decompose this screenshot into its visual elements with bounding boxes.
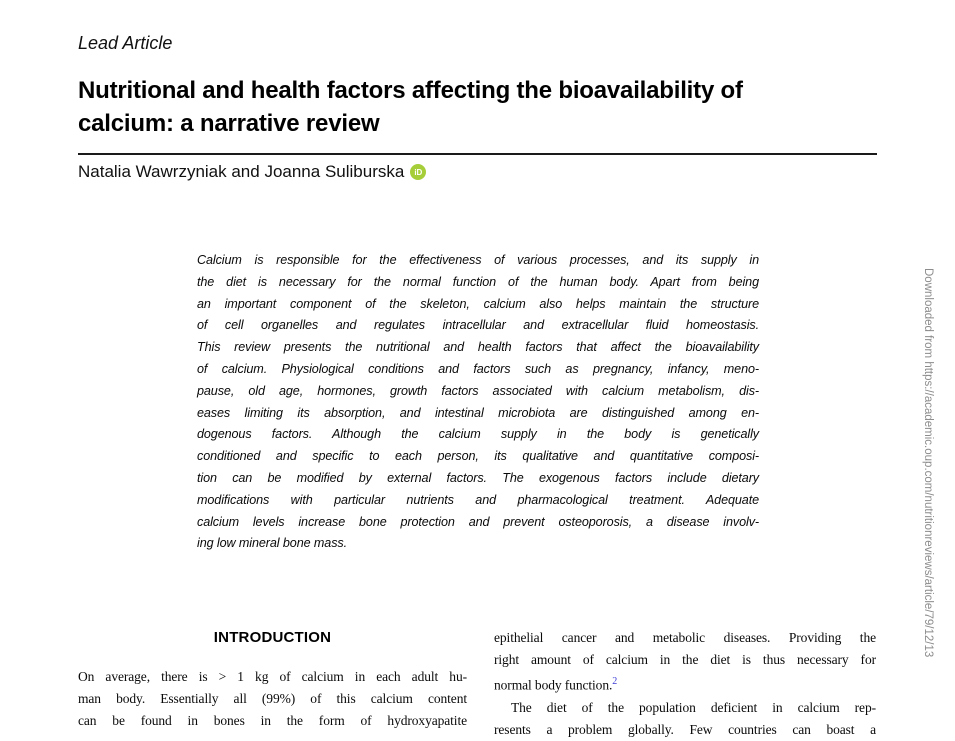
article-title: Nutritional and health factors affecting the bioavailability of calcium: a narrative review	[78, 77, 743, 137]
author-names: Natalia Wawrzyniak and Joanna Suliburska	[78, 162, 405, 181]
abstract-text: Calcium is responsible for the effectiveness of various processes, and its supply in the diet is necessary for the normal function of the human body. Apart from being an important component of the skeleton, calcium also helps maintain the structure of cell organelles and regulates intracellular and extracellular fluid homeostasis. This review presents the nutritional and health factors that affect the bioavailability of calcium. Physiological conditions and factors such as pregnancy, infancy, meno- pause, old age, hormones, growth factors associated with calcium metabolism, dis- eases limiting its absorption, and intestinal microbiota are distinguished among en- dogenous factors. Although the calcium supply in the body is genetically conditioned and specific to each person, its qualitative and quantitative composi- tion can be modified by external factors. The exogenous factors include dietary modifications with particular nutrients and pharmacological treatment. Adequate calcium levels increase bone protection and prevent osteoporosis, a disease involv- ing low mineral bone mass.	[197, 253, 759, 551]
right-column	[494, 627, 876, 741]
orcid-icon[interactable]: iD	[410, 164, 426, 180]
body-text: normal body function.	[494, 677, 613, 693]
body-paragraph: The diet of the population deficient in calcium rep- resents a problem globally. Few countries can boast a	[494, 699, 876, 737]
left-column	[78, 627, 467, 732]
article-type-kicker: Lead Article	[78, 33, 173, 53]
download-watermark: Downloaded from https://academic.oup.com/nutritionreviews/article/79/12/13	[922, 268, 934, 658]
body-paragraph-lastline	[494, 671, 876, 697]
reference-link-2[interactable]: 2	[612, 676, 618, 687]
introduction-heading: INTRODUCTION	[213, 629, 332, 646]
authors-row	[78, 162, 426, 182]
body-paragraph: epithelial cancer and metabolic diseases. Providing the right amount of calcium in the diet is thus necessary for	[494, 630, 876, 667]
body-paragraph: On average, there is > 1 kg of calcium in each adult hu- man body. Essentially all (99%) of this calcium content can be found in bones in the form of hydroxyapatite	[78, 669, 467, 728]
header-divider	[78, 153, 877, 155]
